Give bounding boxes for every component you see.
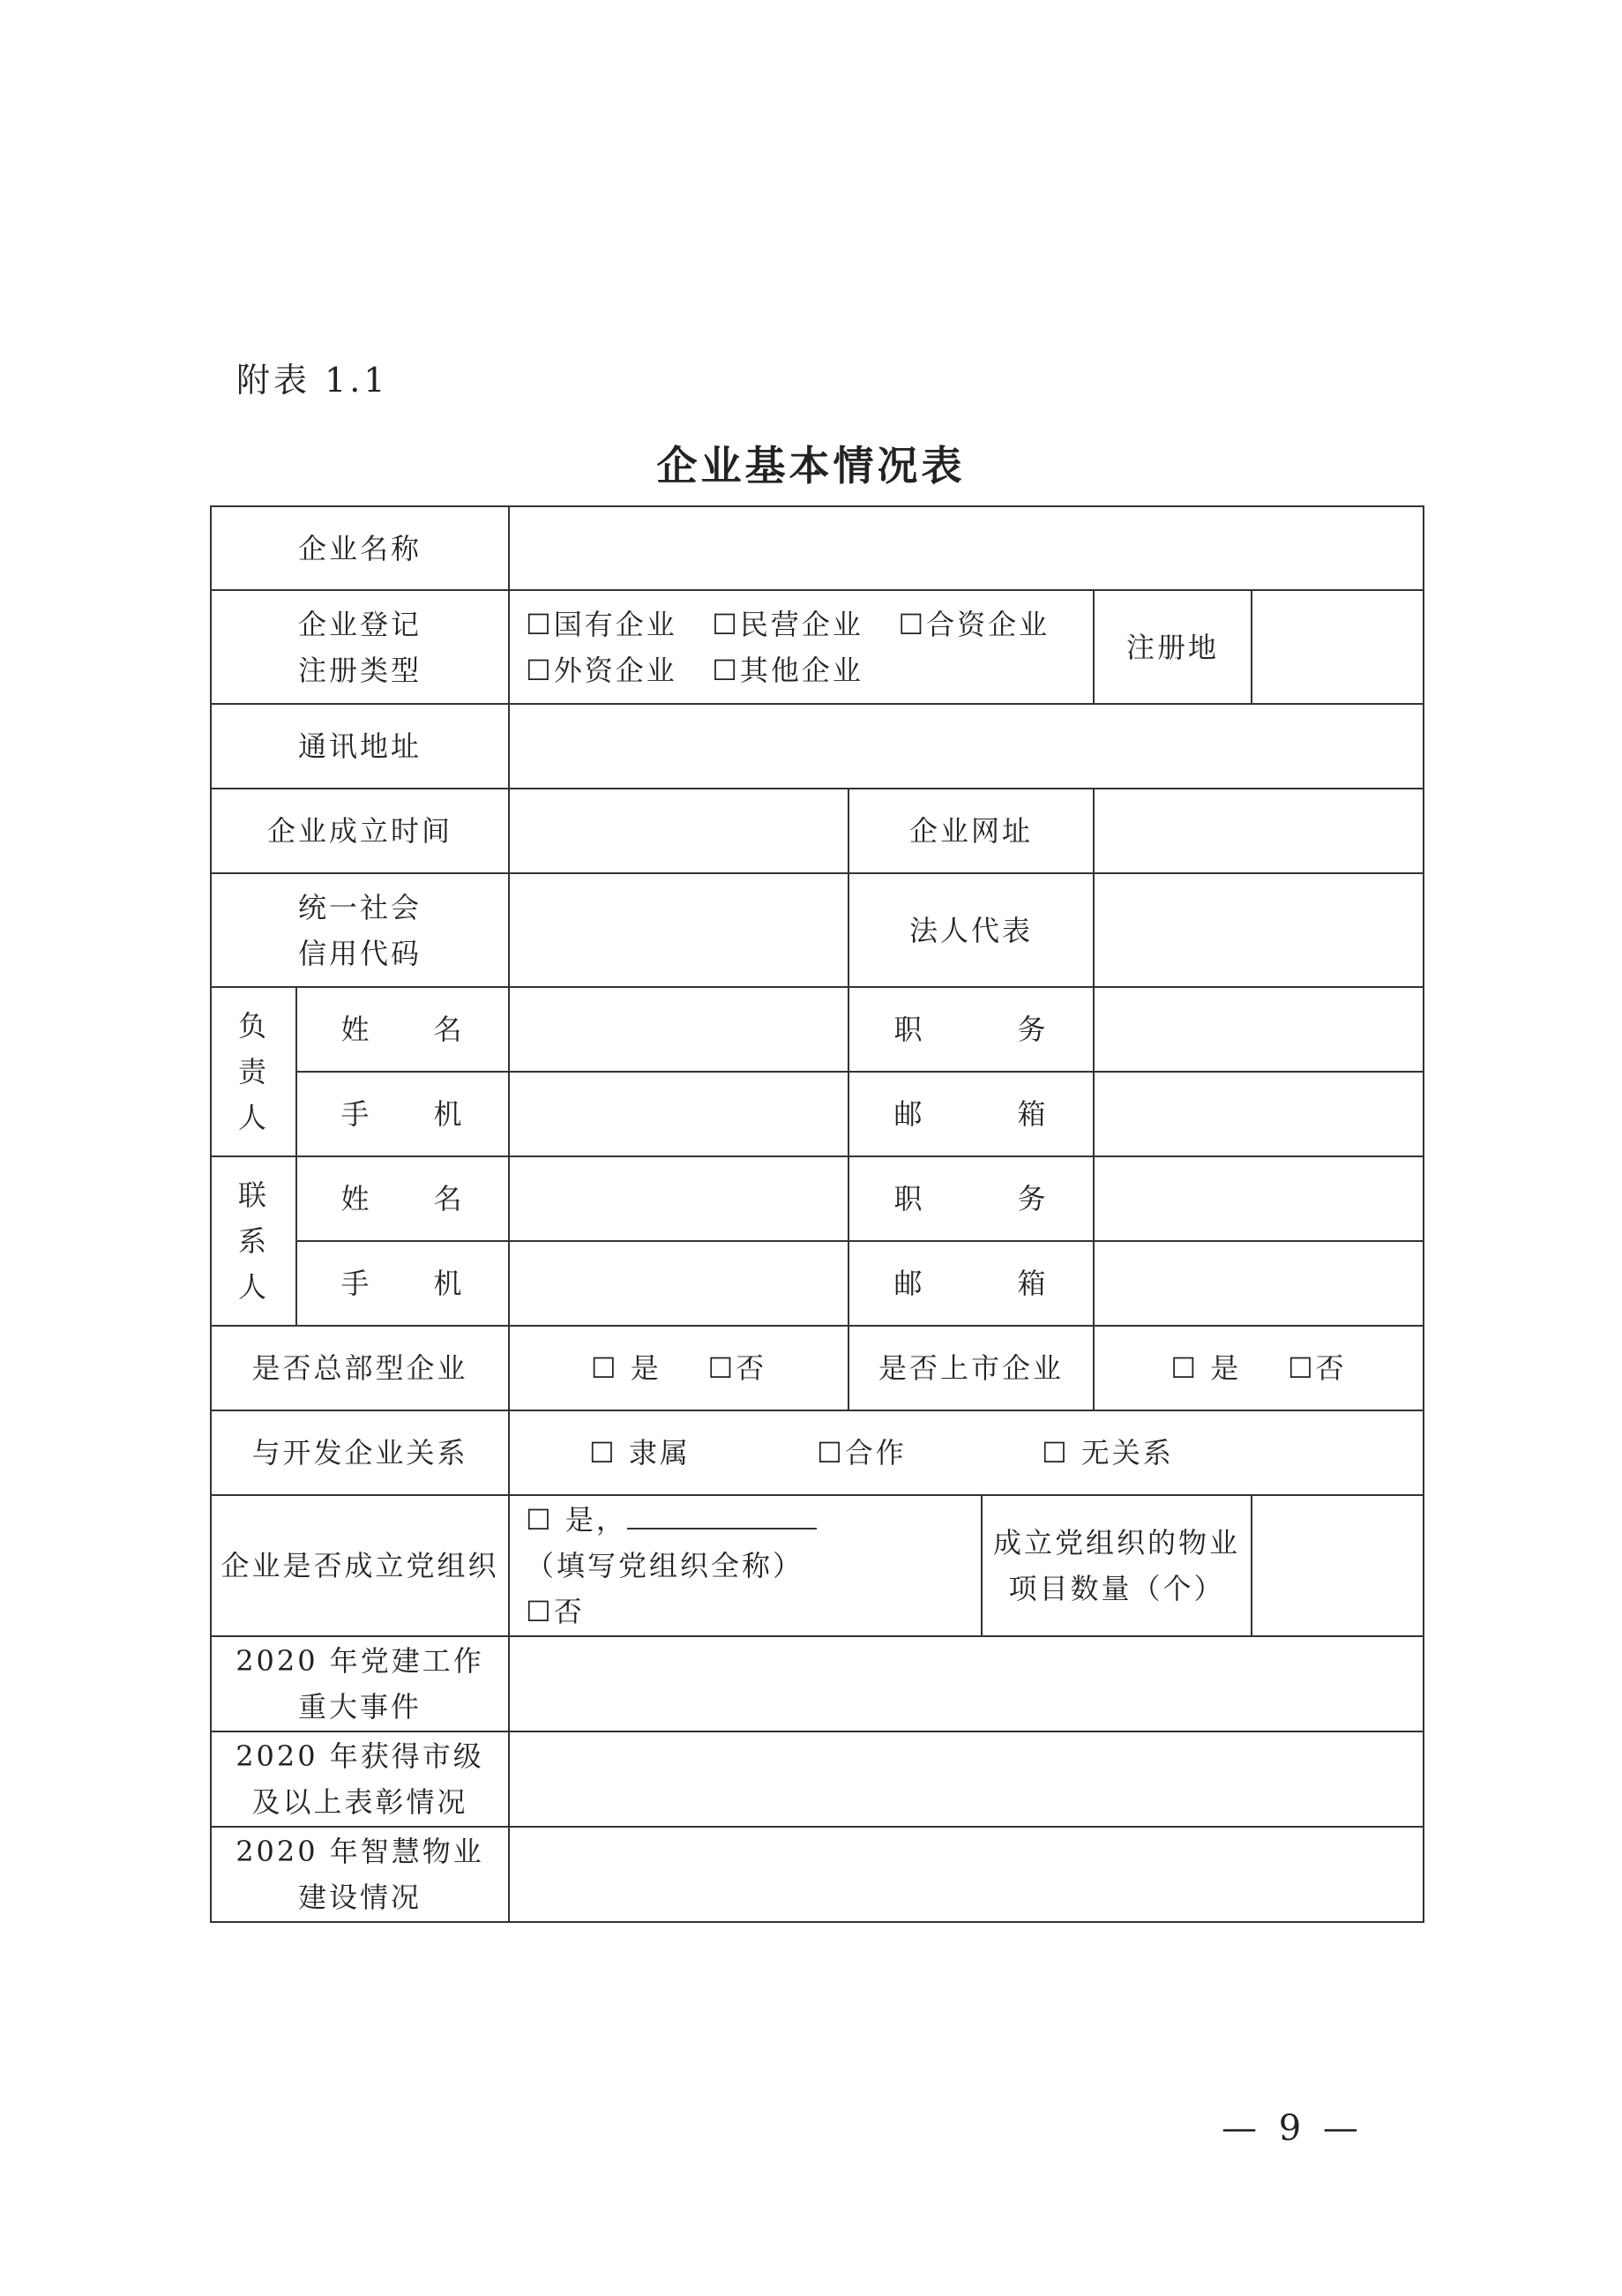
developer-relation-options — [509, 1410, 1424, 1495]
option-foreign[interactable]: ☐外资企业 — [526, 653, 677, 687]
registration-place-label: 注册地 — [1094, 590, 1252, 704]
listed-label: 是否上市企业 — [848, 1326, 1094, 1410]
registration-type-label-line1: 企业登记 — [298, 607, 422, 641]
option-joint-venture[interactable]: ☐合资企业 — [898, 607, 1050, 641]
checkbox-icon: ☐ — [817, 1436, 845, 1470]
legal-rep-label: 法人代表 — [848, 873, 1094, 987]
hq-label: 是否总部型企业 — [211, 1326, 509, 1410]
company-info-form — [210, 505, 1424, 1923]
party-org-label: 企业是否成立党组织 — [211, 1495, 509, 1636]
contact-phone-field[interactable] — [509, 1241, 848, 1326]
row-credit-code — [211, 873, 1424, 987]
principal-phone-label: 手 机 — [296, 1072, 509, 1156]
checkbox-icon: ☐ — [1287, 1351, 1316, 1385]
row-address — [211, 704, 1424, 789]
principal-name-field[interactable] — [509, 987, 848, 1072]
hq-no-option[interactable]: ☐否 — [707, 1351, 767, 1385]
checkbox-icon: ☐ — [898, 607, 927, 641]
address-field[interactable] — [509, 704, 1424, 789]
contact-email-field[interactable] — [1094, 1241, 1424, 1326]
checkbox-icon: ☐ — [590, 1351, 619, 1385]
relation-cooperation-option[interactable]: ☐合作 — [817, 1436, 907, 1470]
listed-options — [1094, 1326, 1424, 1410]
party-org-fill-hint: （填写党组织全称） — [526, 1549, 804, 1582]
contact-position-field[interactable] — [1094, 1156, 1424, 1241]
registration-type-label — [211, 590, 509, 704]
smart-property-label: 2020 年智慧物业建设情况 — [211, 1827, 509, 1922]
contact-email-label: 邮 箱 — [848, 1241, 1094, 1326]
principal-email-label: 邮 箱 — [848, 1072, 1094, 1156]
credit-code-label — [211, 873, 509, 987]
registration-type-options — [509, 590, 1094, 704]
website-field[interactable] — [1094, 789, 1424, 873]
founded-field[interactable] — [509, 789, 848, 873]
checkbox-icon: ☐ — [712, 607, 740, 641]
listed-no-option[interactable]: ☐否 — [1287, 1351, 1347, 1385]
row-developer-relation — [211, 1410, 1424, 1495]
row-company-name — [211, 506, 1424, 590]
company-name-label: 企业名称 — [211, 506, 509, 590]
party-org-name-input[interactable] — [627, 1501, 817, 1529]
checkbox-icon: ☐ — [526, 1595, 554, 1628]
contact-group-label: 联 系 人 — [211, 1156, 296, 1326]
principal-name-label: 姓 名 — [296, 987, 509, 1072]
checkbox-icon: ☐ — [526, 653, 554, 687]
party-org-no-line — [526, 1589, 972, 1634]
contact-phone-label: 手 机 — [296, 1241, 509, 1326]
principal-email-field[interactable] — [1094, 1072, 1424, 1156]
address-label: 通讯地址 — [211, 704, 509, 789]
credit-code-label-line2: 信用代码 — [298, 936, 422, 970]
checkbox-icon: ☐ — [1041, 1436, 1070, 1470]
checkbox-icon: ☐ — [526, 1503, 554, 1537]
relation-subsidiary-option[interactable]: ☐ 隶属 — [589, 1436, 691, 1470]
row-honors — [211, 1731, 1424, 1827]
checkbox-icon: ☐ — [526, 607, 554, 641]
registration-place-field[interactable] — [1252, 590, 1424, 704]
party-events-label: 2020 年党建工作重大事件 — [211, 1636, 509, 1731]
listed-yes-option[interactable]: ☐ 是 — [1170, 1351, 1242, 1385]
page-number: — 9 — — [1222, 2108, 1364, 2149]
hq-options — [509, 1326, 848, 1410]
smart-property-field[interactable] — [509, 1827, 1424, 1922]
row-smart-property — [211, 1827, 1424, 1922]
contact-position-label: 职 务 — [848, 1156, 1094, 1241]
credit-code-label-line1: 统一社会 — [298, 890, 422, 924]
honors-field[interactable] — [509, 1731, 1424, 1827]
honors-label: 2020 年获得市级及以上表彰情况 — [211, 1731, 509, 1827]
option-other[interactable]: ☐其他企业 — [712, 653, 863, 687]
checkbox-icon: ☐ — [712, 653, 740, 687]
row-principal-phone — [211, 1072, 1424, 1156]
row-principal-name — [211, 987, 1424, 1072]
founded-label: 企业成立时间 — [211, 789, 509, 873]
party-org-yes-line — [526, 1497, 972, 1543]
registration-options-line1 — [526, 602, 1084, 647]
principal-group-label: 负 责 人 — [211, 987, 296, 1156]
row-party-org — [211, 1495, 1424, 1636]
option-state-owned[interactable]: ☐国有企业 — [526, 607, 677, 641]
party-org-count-label: 成立党组织的物业项目数量（个） — [982, 1495, 1252, 1636]
contact-name-field[interactable] — [509, 1156, 848, 1241]
row-registration-type — [211, 590, 1424, 704]
row-hq-listed — [211, 1326, 1424, 1410]
registration-options-line2 — [526, 647, 1084, 693]
party-org-yes-option[interactable]: ☐ 是， — [526, 1503, 627, 1537]
checkbox-icon: ☐ — [1170, 1351, 1200, 1385]
party-org-options — [509, 1495, 982, 1636]
legal-rep-field[interactable] — [1094, 873, 1424, 987]
row-founded — [211, 789, 1424, 873]
hq-yes-option[interactable]: ☐ 是 — [590, 1351, 662, 1385]
relation-none-option[interactable]: ☐ 无关系 — [1041, 1436, 1174, 1470]
developer-relation-label: 与开发企业关系 — [211, 1410, 509, 1495]
company-name-field[interactable] — [509, 506, 1424, 590]
page-title: 企业基本情况表 — [656, 442, 966, 490]
row-party-events — [211, 1636, 1424, 1731]
registration-type-label-line2: 注册类型 — [298, 653, 422, 687]
party-org-no-option[interactable]: ☐否 — [526, 1595, 585, 1628]
party-events-field[interactable] — [509, 1636, 1424, 1731]
contact-name-label: 姓 名 — [296, 1156, 509, 1241]
principal-phone-field[interactable] — [509, 1072, 848, 1156]
party-org-count-field[interactable] — [1252, 1495, 1424, 1636]
principal-position-field[interactable] — [1094, 987, 1424, 1072]
option-private[interactable]: ☐民营企业 — [712, 607, 863, 641]
checkbox-icon: ☐ — [707, 1351, 736, 1385]
appendix-label: 附表 1.1 — [236, 361, 389, 400]
credit-code-field[interactable] — [509, 873, 848, 987]
row-contact-phone — [211, 1241, 1424, 1326]
website-label: 企业网址 — [848, 789, 1094, 873]
principal-position-label: 职 务 — [848, 987, 1094, 1072]
checkbox-icon: ☐ — [589, 1436, 617, 1470]
row-contact-name — [211, 1156, 1424, 1241]
